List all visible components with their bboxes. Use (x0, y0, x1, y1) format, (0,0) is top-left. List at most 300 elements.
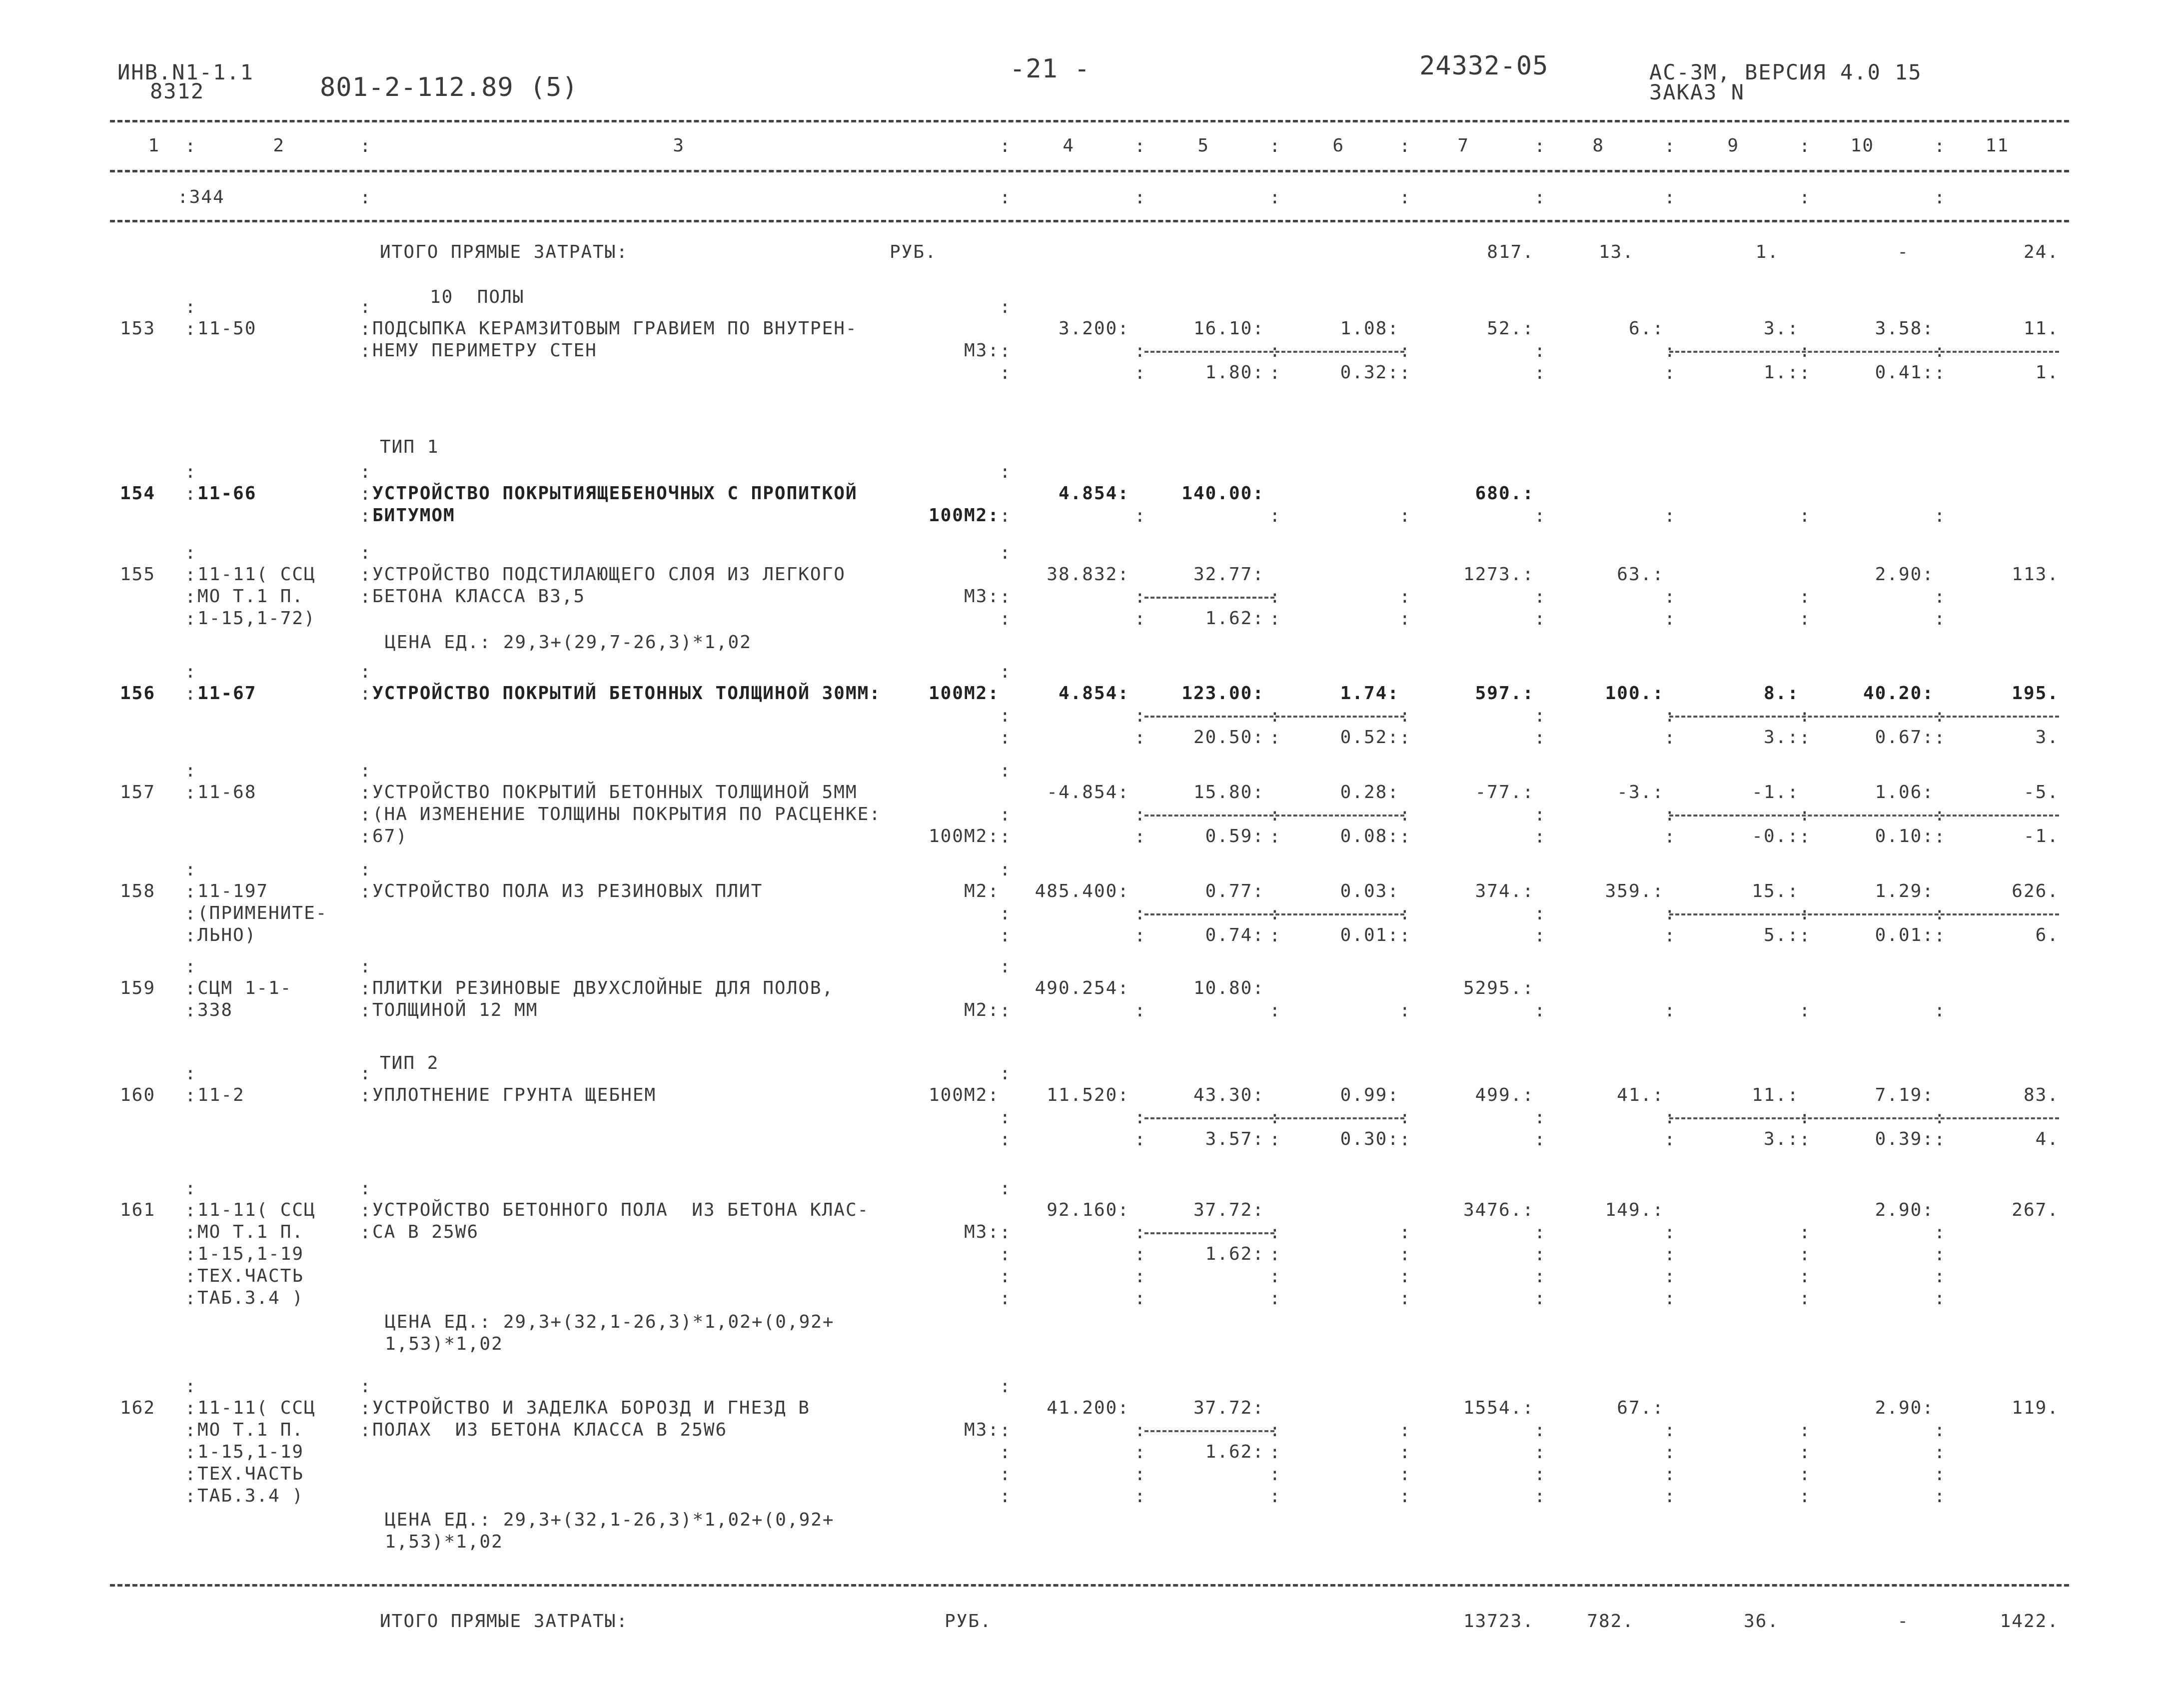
row-code-line: МО Т.1 П. (197, 1222, 304, 1242)
row-c8-value: 359.: (1605, 881, 1664, 901)
value-separator: : (1664, 1420, 1675, 1441)
value-separator: : (1134, 609, 1145, 629)
row-c5-value: 0.77: (1205, 881, 1264, 901)
value-separator: : (1399, 1442, 1410, 1463)
row-c4-value: 3.200: (1058, 318, 1129, 339)
value-separator: : (1934, 706, 1945, 726)
value-separator: : (1534, 506, 1545, 526)
value-separator: : (1934, 1486, 1945, 1507)
row-number: 160 (120, 1085, 156, 1105)
value-separator: : (1799, 341, 1810, 361)
row-c5-sub-value: 1.62: (1205, 1442, 1264, 1462)
previous-row-separator: : (1134, 187, 1145, 208)
column-header-7: 7 (1457, 135, 1469, 156)
row-c4-value: 92.160: (1047, 1200, 1129, 1220)
code-separator: : (185, 609, 196, 629)
total-1-col7: 817. (1487, 242, 1534, 262)
document-code: 801-2-112.89 (5) (320, 72, 578, 102)
total-2-col7: 13723. (1463, 1611, 1534, 1632)
row-c9-value: 3.: (1763, 318, 1799, 339)
column-header-separator: : (1399, 136, 1410, 156)
value-separator: : (1134, 1129, 1145, 1150)
row-c5-value: 32.77: (1193, 564, 1264, 585)
row-c6-value: 1.08: (1340, 318, 1399, 339)
row-c9-value: -1.: (1752, 782, 1799, 803)
previous-row-separator: : (1000, 187, 1011, 208)
value-separator: : (1399, 1222, 1410, 1243)
previous-row-separator: : (360, 187, 371, 208)
value-separator: : (1134, 728, 1145, 748)
row-c8-value: 67.: (1617, 1398, 1664, 1418)
row-number: 162 (120, 1398, 156, 1418)
value-separator: : (1000, 1129, 1011, 1150)
row-description-line: ПОЛАХ ИЗ БЕТОНА КЛАССА В 25W6 (372, 1420, 728, 1440)
row-c5-value: 15.80: (1193, 782, 1264, 803)
row-c7-value: 1273.: (1463, 564, 1534, 585)
value-separator: : (1269, 728, 1280, 748)
value-separator: : (1000, 609, 1011, 629)
row-c5-sub-value: 3.57: (1205, 1129, 1264, 1149)
value-separator: : (1799, 925, 1810, 946)
value-separator: : (1134, 1222, 1145, 1243)
row-c8-value: 41.: (1617, 1085, 1664, 1105)
row-c4-value: 38.832: (1047, 564, 1129, 585)
row-c11-value: -5. (2023, 782, 2059, 803)
value-separator: : (1664, 805, 1675, 825)
row-c5-value: 37.72: (1193, 1398, 1264, 1418)
row-c10-sub-value: 0.01: (1875, 925, 1934, 945)
row-top-separator: : (1000, 543, 1011, 563)
row-c5-sub-value: 20.50: (1193, 727, 1264, 748)
subtotal-rule (1669, 1117, 2059, 1119)
row-description-line: НЕМУ ПЕРИМЕТРУ СТЕН (372, 340, 597, 361)
row-c11-sub-value: 6. (2035, 925, 2059, 945)
row-c9-sub-value: 3.: (1763, 1129, 1799, 1149)
description-separator: : (360, 978, 371, 999)
column-header-1: 1 (148, 135, 160, 156)
row-c9-sub-value: -0.: (1752, 826, 1799, 846)
row-c6-sub-value: 0.08: (1340, 826, 1399, 846)
row-c5-sub-value: 0.59: (1205, 826, 1264, 846)
total-2-label: ИТОГО ПРЯМЫЕ ЗАТРАТЫ: (380, 1611, 629, 1632)
row-c6-sub-value: 0.01: (1340, 925, 1399, 945)
row-c7-value: -77.: (1475, 782, 1534, 803)
row-top-separator: : (360, 297, 371, 317)
value-separator: : (1269, 363, 1280, 383)
value-separator: : (1934, 903, 1945, 924)
row-c4-value: 41.200: (1047, 1398, 1129, 1418)
row-top-separator: : (360, 662, 371, 682)
value-separator: : (1934, 1420, 1945, 1441)
value-separator: : (1534, 1442, 1545, 1463)
row-code-line: СЦМ 1-1- (197, 978, 292, 998)
value-separator: : (1664, 1129, 1675, 1150)
row-top-separator: : (185, 1063, 196, 1084)
row-c9-sub-value: 1.: (1763, 362, 1799, 383)
row-c10-value: 3.58: (1875, 318, 1934, 339)
value-separator: : (1134, 827, 1145, 847)
row-c7-value: 52.: (1487, 318, 1534, 339)
row-top-separator: : (185, 662, 196, 682)
row-description-line: 67) (372, 826, 408, 846)
row-description-line: УСТРОЙСТВО И ЗАДЕЛКА БОРОЗД И ГНЕЗД В (372, 1398, 810, 1418)
value-separator: : (1399, 706, 1410, 726)
value-separator: : (1134, 706, 1145, 726)
code-separator: : (185, 978, 196, 999)
total-1-col8: 13. (1598, 242, 1634, 262)
value-separator: : (1934, 587, 1945, 607)
order-label: ЗАКАЗ N (1649, 80, 1745, 104)
column-header-separator: : (360, 136, 371, 156)
column-header-separator: : (1269, 136, 1280, 156)
row-code-line: 11-66 (197, 483, 257, 504)
row-c11-value: 113. (2012, 564, 2059, 585)
column-header-separator: : (185, 136, 196, 156)
row-top-separator: : (1000, 1178, 1011, 1199)
value-separator: : (1269, 1420, 1280, 1441)
total-2-col10: - (1897, 1611, 1909, 1632)
value-separator: : (1534, 1000, 1545, 1021)
value-separator: : (1799, 1266, 1810, 1287)
row-code-line: МО Т.1 П. (197, 586, 304, 607)
row-c7-value: 680.: (1475, 483, 1534, 504)
description-separator: : (360, 805, 371, 825)
row-unit: М2: (964, 881, 1000, 901)
value-separator: : (1000, 506, 1011, 526)
row-top-separator: : (185, 297, 196, 317)
column-header-rule (110, 170, 2069, 172)
value-separator: : (1134, 1244, 1145, 1265)
header-rule (110, 120, 2069, 122)
value-separator: : (1664, 1244, 1675, 1265)
value-separator: : (1000, 903, 1011, 924)
value-separator: : (1799, 363, 1810, 383)
row-description-line: УСТРОЙСТВО БЕТОННОГО ПОЛА ИЗ БЕТОНА КЛАС- (372, 1200, 870, 1220)
row-c10-sub-value: 0.39: (1875, 1129, 1934, 1149)
value-separator: : (1269, 827, 1280, 847)
row-unit: 100М2: (928, 826, 1000, 846)
row-c8-value: 63.: (1617, 564, 1664, 585)
row-unit: 100М2: (928, 505, 1000, 526)
total-1-label: ИТОГО ПРЯМЫЕ ЗАТРАТЫ: (380, 242, 629, 262)
value-separator: : (1534, 587, 1545, 607)
total-1-col9: 1. (1755, 242, 1779, 262)
code-separator: : (185, 881, 196, 902)
row-code-line: 11-2 (197, 1085, 245, 1105)
value-separator: : (1664, 1000, 1675, 1021)
value-separator: : (1000, 805, 1011, 825)
row-code-line: 11-68 (197, 782, 257, 803)
value-separator: : (1534, 1107, 1545, 1128)
row-code-line: (ПРИМЕНИТЕ- (197, 903, 328, 923)
row-number: 154 (120, 483, 156, 504)
value-separator: : (1000, 341, 1011, 361)
row-unit: М3: (964, 1420, 1000, 1440)
value-separator: : (1399, 925, 1410, 946)
value-separator: : (1269, 609, 1280, 629)
row-top-separator: : (1000, 956, 1011, 977)
row-c8-value: 6.: (1628, 318, 1664, 339)
row-top-separator: : (360, 761, 371, 781)
row-code-line: 1-15,1-19 (197, 1244, 304, 1264)
inventory-number: 8312 (150, 79, 205, 103)
row-code-line: ТЕХ.ЧАСТЬ (197, 1266, 304, 1286)
description-separator: : (360, 1222, 371, 1243)
row-description-line: УСТРОЙСТВО ПОДСТИЛАЮЩЕГО СЛОЯ ИЗ ЛЕГКОГО (372, 564, 846, 585)
description-separator: : (360, 506, 371, 526)
row-top-separator: : (1000, 1063, 1011, 1084)
row-c11-value: 195. (2012, 683, 2059, 704)
row-code-line: 11-11( ССЦ (197, 1200, 316, 1220)
value-separator: : (1000, 706, 1011, 726)
value-separator: : (1269, 1000, 1280, 1021)
row-top-separator: : (360, 1063, 371, 1084)
row-c6-sub-value: 0.30: (1340, 1129, 1399, 1149)
row-top-separator: : (1000, 662, 1011, 682)
column-header-2: 2 (273, 135, 285, 156)
code-separator: : (185, 1266, 196, 1287)
value-separator: : (1934, 1000, 1945, 1021)
row-unit: М3: (964, 1222, 1000, 1242)
value-separator: : (1934, 363, 1945, 383)
value-separator: : (1799, 706, 1810, 726)
value-separator: : (1269, 903, 1280, 924)
value-separator: : (1134, 341, 1145, 361)
value-separator: : (1269, 1107, 1280, 1128)
value-separator: : (1269, 706, 1280, 726)
row-c10-value: 40.20: (1863, 683, 1934, 704)
value-separator: : (1134, 1486, 1145, 1507)
column-header-separator: : (1000, 136, 1011, 156)
code-separator: : (185, 484, 196, 504)
row-unit: 100М2: (928, 1085, 1000, 1105)
column-header-9: 9 (1727, 135, 1739, 156)
value-separator: : (1799, 1222, 1810, 1243)
description-separator: : (360, 341, 371, 361)
value-separator: : (1399, 1129, 1410, 1150)
total-2-unit: РУБ. (945, 1611, 992, 1632)
code-separator: : (185, 783, 196, 803)
previous-row-rule (110, 220, 2069, 222)
value-separator: : (1934, 1442, 1945, 1463)
value-separator: : (1269, 1442, 1280, 1463)
value-separator: : (1934, 728, 1945, 748)
row-top-separator: : (360, 543, 371, 563)
code-separator: : (185, 1200, 196, 1221)
value-separator: : (1534, 827, 1545, 847)
row-top-separator: : (360, 956, 371, 977)
row-c5-sub-value: 1.62: (1205, 608, 1264, 629)
row-code-line: 11-50 (197, 318, 257, 339)
row-top-separator: : (185, 1178, 196, 1199)
row-code-line: ТАБ.3.4 ) (197, 1486, 304, 1506)
row-description-line: УСТРОЙСТВО ПОКРЫТИЙ БЕТОННЫХ ТОЛЩИНОЙ 5ММ (372, 782, 858, 803)
previous-row-separator: : (1934, 187, 1945, 208)
row-top-separator: : (185, 543, 196, 563)
value-separator: : (1269, 1288, 1280, 1309)
value-separator: : (1799, 1420, 1810, 1441)
value-separator: : (1934, 805, 1945, 825)
value-separator: : (1664, 903, 1675, 924)
value-separator: : (1399, 506, 1410, 526)
software-version: АС-3М, ВЕРСИЯ 4.0 15 (1649, 60, 1922, 84)
previous-row-separator: : (1799, 187, 1810, 208)
row-c10-sub-value: 0.10: (1875, 826, 1934, 846)
row-code-line: 11-11( ССЦ (197, 564, 316, 585)
code-separator: : (185, 565, 196, 585)
column-header-5: 5 (1197, 135, 1209, 156)
value-separator: : (1534, 1266, 1545, 1287)
value-separator: : (1799, 1288, 1810, 1309)
subtotal-rule (1669, 351, 2059, 353)
previous-row-separator: : (1534, 187, 1545, 208)
value-separator: : (1934, 827, 1945, 847)
type-1-label: ТИП 1 (380, 437, 439, 457)
row-unit: 100М2: (928, 683, 1000, 704)
row-c10-value: 2.90: (1875, 564, 1934, 585)
value-separator: : (1664, 1486, 1675, 1507)
value-separator: : (1799, 587, 1810, 607)
value-separator: : (1534, 728, 1545, 748)
row-c10-value: 1.06: (1875, 782, 1934, 803)
row-c10-value: 1.29: (1875, 881, 1934, 901)
value-separator: : (1399, 805, 1410, 825)
value-separator: : (1934, 1464, 1945, 1485)
column-header-4: 4 (1063, 135, 1075, 156)
row-c8-value: -3.: (1617, 782, 1664, 803)
code-separator: : (185, 1085, 196, 1106)
row-top-separator: : (185, 859, 196, 880)
previous-row-separator: : (1399, 187, 1410, 208)
row-c11-sub-value: 3. (2035, 727, 2059, 748)
value-separator: : (1000, 728, 1011, 748)
value-separator: : (1399, 728, 1410, 748)
value-separator: : (1799, 1244, 1810, 1265)
value-separator: : (1534, 1288, 1545, 1309)
value-separator: : (1399, 1000, 1410, 1021)
row-code-line: 1-15,1-72) (197, 608, 316, 629)
row-c6-value: 0.28: (1340, 782, 1399, 803)
row-c11-sub-value: -1. (2023, 826, 2059, 846)
value-separator: : (1399, 1266, 1410, 1287)
column-header-separator: : (1799, 136, 1810, 156)
value-separator: : (1664, 1266, 1675, 1287)
value-separator: : (1269, 1244, 1280, 1265)
value-separator: : (1399, 1420, 1410, 1441)
row-c4-value: -4.854: (1047, 782, 1129, 803)
value-separator: : (1269, 341, 1280, 361)
description-separator: : (360, 1085, 371, 1106)
row-c7-value: 3476.: (1463, 1200, 1534, 1220)
row-top-separator: : (185, 1376, 196, 1397)
row-description-line: ПОДСЫПКА КЕРАМЗИТОВЫМ ГРАВИЕМ ПО ВНУТРЕН- (372, 318, 858, 339)
row-c11-value: 119. (2012, 1398, 2059, 1418)
unit-price-formula: 1,53)*1,02 (385, 1334, 503, 1354)
value-separator: : (1534, 805, 1545, 825)
row-description-line: УПЛОТНЕНИЕ ГРУНТА ЩЕБНЕМ (372, 1085, 657, 1105)
value-separator: : (1399, 1107, 1410, 1128)
value-separator: : (1664, 925, 1675, 946)
value-separator: : (1134, 1420, 1145, 1441)
value-separator: : (1134, 587, 1145, 607)
row-number: 156 (120, 683, 156, 704)
column-header-separator: : (1534, 136, 1545, 156)
value-separator: : (1534, 706, 1545, 726)
row-c5-value: 10.80: (1193, 978, 1264, 998)
value-separator: : (1269, 1129, 1280, 1150)
row-c5-value: 140.00: (1181, 483, 1264, 504)
value-separator: : (1664, 506, 1675, 526)
code-separator: : (185, 1000, 196, 1021)
row-c11-value: 267. (2012, 1200, 2059, 1220)
column-header-3: 3 (673, 135, 685, 156)
description-separator: : (360, 565, 371, 585)
total-1-col10: - (1897, 242, 1909, 262)
value-separator: : (1000, 1486, 1011, 1507)
row-description-line: СА В 25W6 (372, 1222, 479, 1242)
subtotal-rule (1669, 815, 2059, 817)
subtotal-rule (1144, 1232, 1274, 1234)
code-separator: : (185, 1222, 196, 1243)
value-separator: : (1799, 1464, 1810, 1485)
order-code: 24332-05 (1419, 51, 1549, 81)
row-c7-value: 5295.: (1463, 978, 1534, 998)
value-separator: : (1399, 903, 1410, 924)
row-c10-sub-value: 0.67: (1875, 727, 1934, 748)
value-separator: : (1269, 1486, 1280, 1507)
value-separator: : (1000, 925, 1011, 946)
row-number: 161 (120, 1200, 156, 1220)
code-separator: : (185, 1398, 196, 1419)
row-code-line: 11-197 (197, 881, 269, 901)
value-separator: : (1269, 1266, 1280, 1287)
row-top-separator: : (360, 859, 371, 880)
value-separator: : (1664, 609, 1675, 629)
value-separator: : (1664, 1222, 1675, 1243)
row-code-line: 338 (197, 1000, 233, 1020)
value-separator: : (1934, 1244, 1945, 1265)
row-description-line: БИТУМОМ (372, 505, 455, 526)
row-c10-sub-value: 0.41: (1875, 362, 1934, 383)
row-code-line: 11-67 (197, 683, 257, 704)
row-code-line: ТЕХ.ЧАСТЬ (197, 1464, 304, 1484)
column-header-10: 10 (1850, 135, 1874, 156)
row-c10-value: 2.90: (1875, 1200, 1934, 1220)
row-code-line: 11-11( ССЦ (197, 1398, 316, 1418)
value-separator: : (1799, 1486, 1810, 1507)
row-c9-sub-value: 3.: (1763, 727, 1799, 748)
value-separator: : (1269, 1464, 1280, 1485)
type-2-label: ТИП 2 (380, 1053, 439, 1073)
description-separator: : (360, 319, 371, 339)
subtotal-rule (1669, 716, 2059, 718)
row-number: 159 (120, 978, 156, 998)
value-separator: : (1534, 1129, 1545, 1150)
row-top-separator: : (185, 761, 196, 781)
unit-price-formula: ЦЕНА ЕД.: 29,3+(32,1-26,3)*1,02+(0,92+ (385, 1510, 835, 1530)
row-c9-value: 15.: (1752, 881, 1799, 901)
unit-price-formula: ЦЕНА ЕД.: 29,3+(29,7-26,3)*1,02 (385, 632, 752, 653)
value-separator: : (1399, 1464, 1410, 1485)
row-c4-value: 485.400: (1035, 881, 1129, 901)
value-separator: : (1269, 1222, 1280, 1243)
row-code-line: ЛЬНО) (197, 925, 257, 945)
value-separator: : (1534, 925, 1545, 946)
row-top-separator: : (185, 462, 196, 482)
subtotal-rule (1144, 597, 1274, 599)
row-description-line: УСТРОЙСТВО ПОЛА ИЗ РЕЗИНОВЫХ ПЛИТ (372, 881, 763, 901)
description-separator: : (360, 484, 371, 504)
